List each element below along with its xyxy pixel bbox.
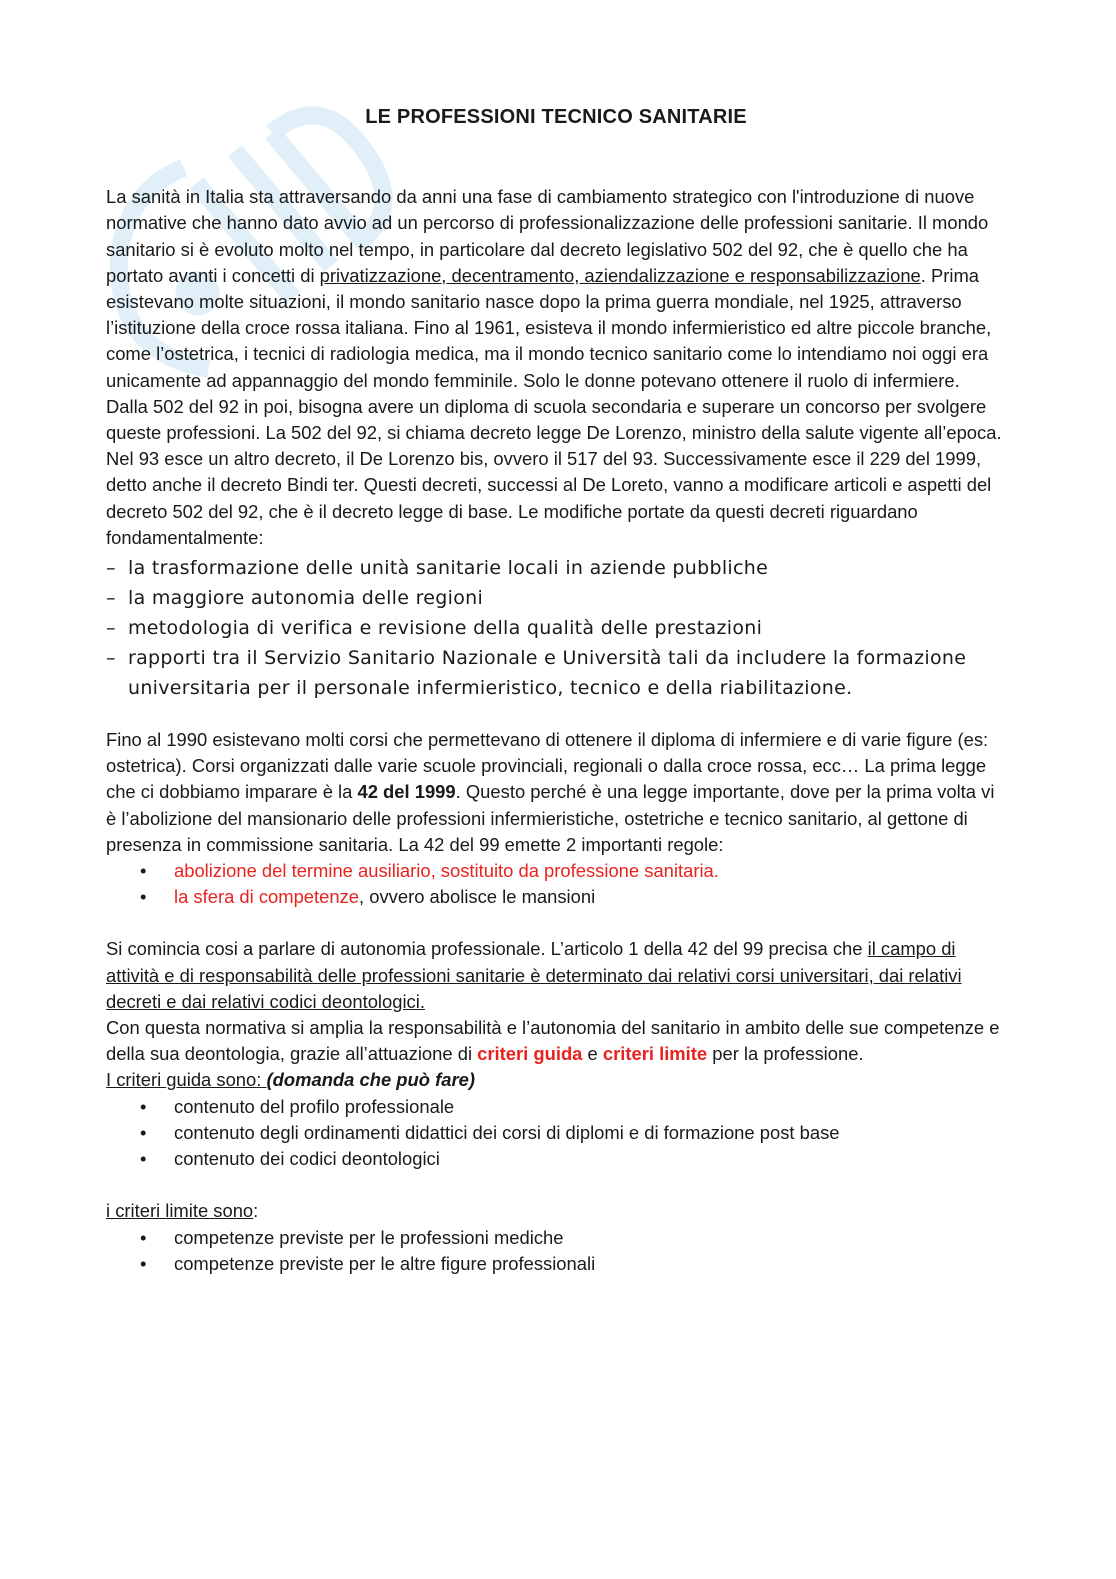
- paragraph-legge-42: Fino al 1990 esistevano molti corsi che permettevano di ottenere il diploma di infermiere e di varie figure (es: ostetrica). Corsi organizzati dalle varie scuole provinciali, regionali o dalla croce rossa, ecc… La prima legge che ci dobbiamo imparare è la 42 del 1999. Questo perché è una legge importante, dove per la prima volta vi è l’abolizione del mansionario delle professioni infermieristiche, ostetriche e tecnico sanitario, al gettone di presenza in commissione sanitaria. La 42 del 99 emette 2 importanti regole:: [106, 729, 995, 855]
- law-reference: 42 del 1999: [357, 781, 456, 803]
- criteri-limite-term: criteri limite: [602, 1043, 708, 1065]
- criteri-limite-list: [106, 1225, 1006, 1277]
- list-item: – la maggiore autonomia delle regioni: [106, 583, 1006, 613]
- list-item: • contenuto del profilo professionale: [140, 1094, 1006, 1120]
- exam-note: (domanda che può fare): [266, 1069, 475, 1091]
- list-item: – metodologia di verifica e revisione della qualità delle prestazioni: [106, 613, 1006, 643]
- paragraph-criteri: Con questa normativa si amplia la responsabilità e l’autonomia del sanitario in ambito delle sue competenze e della sua deontologia, grazie all’attuazione di criteri guida e criteri limite per la professione.: [106, 1017, 1000, 1065]
- list-item: • abolizione del termine ausiliario, sostituito da professione sanitaria.: [140, 858, 1006, 884]
- document-page: [106, 104, 1006, 1277]
- list-item: • contenuto dei codici deontologici: [140, 1146, 1006, 1172]
- list-item: • competenze previste per le professioni mediche: [140, 1225, 1006, 1251]
- criteri-guida-term: criteri guida: [477, 1043, 583, 1065]
- list-item: • la sfera di competenze, ovvero abolisce le mansioni: [140, 884, 1006, 910]
- regole-list: [106, 858, 1006, 910]
- paragraph-autonomia: Si comincia cosi a parlare di autonomia professionale. L’articolo 1 della 42 del 99 precisa che il campo di attività e di responsabilità delle professioni sanitarie è determinato dai relativi corsi universitari, dai relativi decreti e dai relativi codici deontologici.: [106, 938, 962, 1012]
- criteri-guida-list: [106, 1094, 1006, 1173]
- list-item: – rapporti tra il Servizio Sanitario Nazionale e Università tali da includere la formazione universitaria per il personale infermieristico, tecnico e della riabilitazione.: [106, 643, 1006, 703]
- criteri-limite-heading: i criteri limite sono:: [106, 1200, 259, 1222]
- page-title: LE PROFESSIONI TECNICO SANITARIE: [365, 106, 747, 128]
- underlined-concepts: privatizzazione, decentramento, aziendalizzazione e responsabilizzazione: [319, 264, 921, 286]
- criteri-guida-heading: I criteri guida sono: (domanda che può fare): [106, 1069, 475, 1091]
- list-item: • competenze previste per le altre figure professionali: [140, 1251, 1006, 1277]
- paragraph-intro: La sanità in Italia sta attraversando da anni una fase di cambiamento strategico con l'introduzione di nuove normative che hanno dato avvio ad un percorso di professionalizzazione delle professioni sanitarie. Il mondo sanitario si è evoluto molto nel tempo, in particolare dal decreto legislativo 502 del 92, che è quello che ha portato avanti i concetti di privatizzazione, decentramento, aziendalizzazione e responsabilizzazione. Prima esistevano molte situazioni, il mondo sanitario nasce dopo la prima guerra mondiale, nel 1925, attraverso l’istituzione della croce rossa italiana. Fino al 1961, esisteva il mondo infermieristico ed altre piccole branche, come l’ostetrica, i tecnici di radiologia medica, ma il mondo tecnico sanitario come lo intendiamo noi oggi era unicamente ad appannaggio del mondo femminile. Solo le donne potevano ottenere il ruolo di infermiere. Dalla 502 del 92 in poi, bisogna avere un diploma di scuola secondaria e superare un concorso per svolgere queste professioni. La 502 del 92, si chiama decreto legge De Lorenzo, ministro della salute vigente all’epoca. Nel 93 esce un altro decreto, il De Lorenzo bis, ovvero il 517 del 93. Successivamente esce il 229 del 1999, detto anche il decreto Bindi ter. Questi decreti, successi al De Loreto, vanno a modificare articoli e aspetti del decreto 502 del 92, che è il decreto legge di base. Le modifiche portate da questi decreti riguardano fondamentalmente:: [106, 186, 1002, 548]
- underlined-definition: il campo di attività e di responsabilità delle professioni sanitarie è determinato dai relativi corsi universitari, dai relativi decreti e dai relativi codici deontologici.: [106, 938, 962, 1012]
- list-item: • contenuto degli ordinamenti didattici dei corsi di diplomi e di formazione post base: [140, 1120, 1006, 1146]
- modifiche-list: [106, 553, 1006, 703]
- list-item: – la trasformazione delle unità sanitarie locali in aziende pubbliche: [106, 553, 1006, 583]
